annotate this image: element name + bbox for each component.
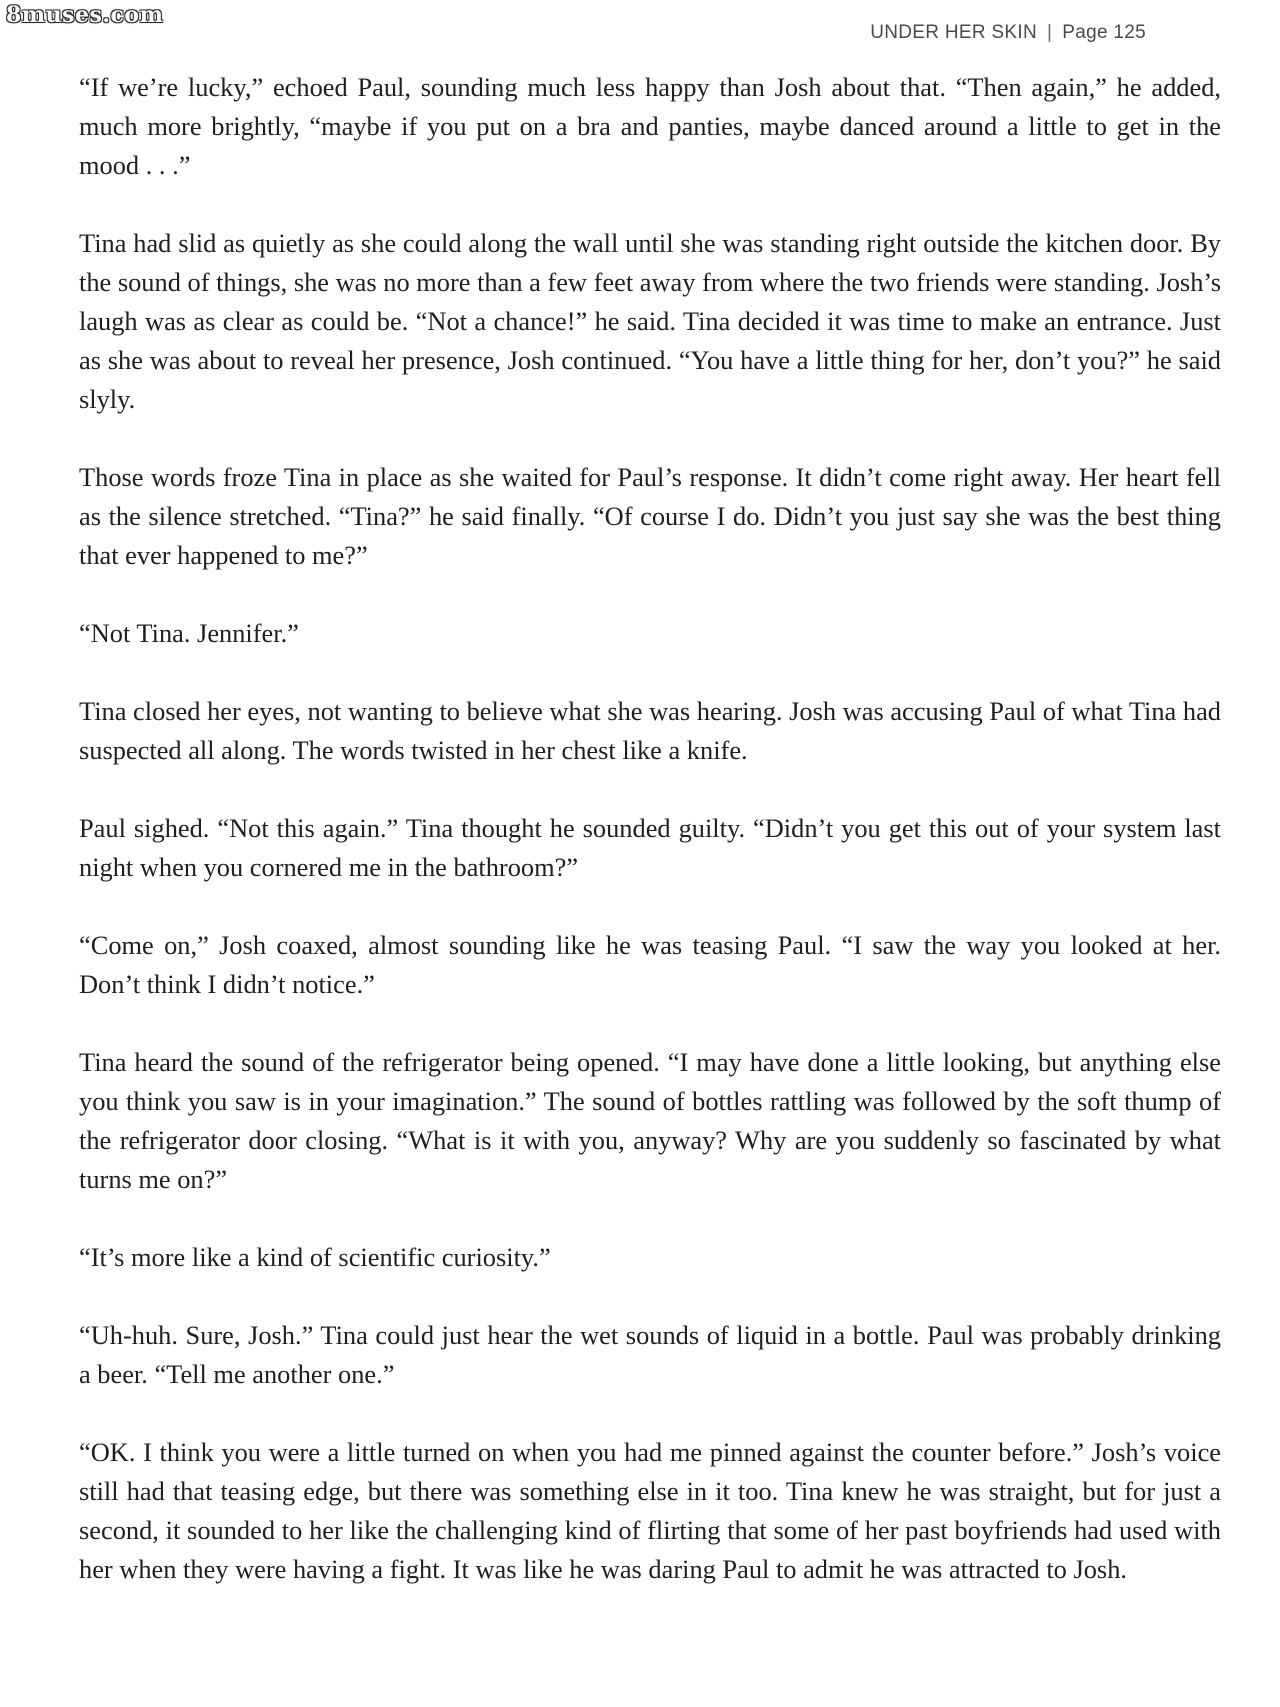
paragraph: Tina had slid as quietly as she could along the wall until she was standing right outside the kitchen door. By the sound of things, she was no more than a few feet away from where the two friends were standing. Josh’s laugh was as clear as could be. “Not a chance!” he said. Tina decided it was time to make an entrance. Just as she was about to reveal her presence, Josh continued. “You have a little thing for her, don’t you?” he said slyly. [79,228,1221,414]
paragraph: “Uh-huh. Sure, Josh.” Tina could just hear the wet sounds of liquid in a bottle. Paul was probably drinking a beer. “Tell me another one.” [79,1320,1221,1389]
paragraph: Tina heard the sound of the refrigerator being opened. “I may have done a little looking, but anything else you think you saw is in your imagination.” The sound of bottles rattling was followed by the soft thump of the refrigerator door closing. “What is it with you, anyway? Why are you suddenly so fascinated by what turns me on?” [79,1047,1221,1194]
paragraph: Those words froze Tina in place as she waited for Paul’s response. It didn’t come right away. Her heart fell as the silence stretched. “Tina?” he said finally. “Of course I do. Didn’t you just say she was the best thing that ever happened to me?” [79,462,1221,570]
paragraph: “If we’re lucky,” echoed Paul, sounding much less happy than Josh about that. “Then again,” he added, much more brightly, “maybe if you put on a bra and panties, maybe danced around a little to get in the mood . . .” [79,72,1221,180]
paragraph: “Come on,” Josh coaxed, almost sounding like he was teasing Paul. “I saw the way you looked at her. Don’t think I didn’t notice.” [79,930,1221,999]
header-separator: | [1046,22,1053,43]
book-title: UNDER HER SKIN [870,22,1037,43]
page-body [79,68,1221,1628]
paragraph: “Not Tina. Jennifer.” [79,618,299,648]
page-number: Page 125 [1062,22,1146,43]
paragraph: “OK. I think you were a little turned on when you had me pinned against the counter before.” Josh’s voice still had that teasing edge, but there was something else in it too. Tina knew he was straight, but for just a second, it sounded to her like the challenging kind of flirting that some of her past boyfriends had used with her when they were having a fight. It was like he was daring Paul to admit he was attracted to Josh. [79,1437,1221,1584]
paragraph: “It’s more like a kind of scientific curiosity.” [79,1242,551,1272]
paragraph: Tina closed her eyes, not wanting to believe what she was hearing. Josh was accusing Paul of what Tina had suspected all along. The words twisted in her chest like a knife. [79,696,1221,765]
paragraph: Paul sighed. “Not this again.” Tina thought he sounded guilty. “Didn’t you get this out of your system last night when you cornered me in the bathroom?” [79,813,1221,882]
running-head [870,22,1146,44]
site-watermark: 8muses.com [6,2,164,28]
